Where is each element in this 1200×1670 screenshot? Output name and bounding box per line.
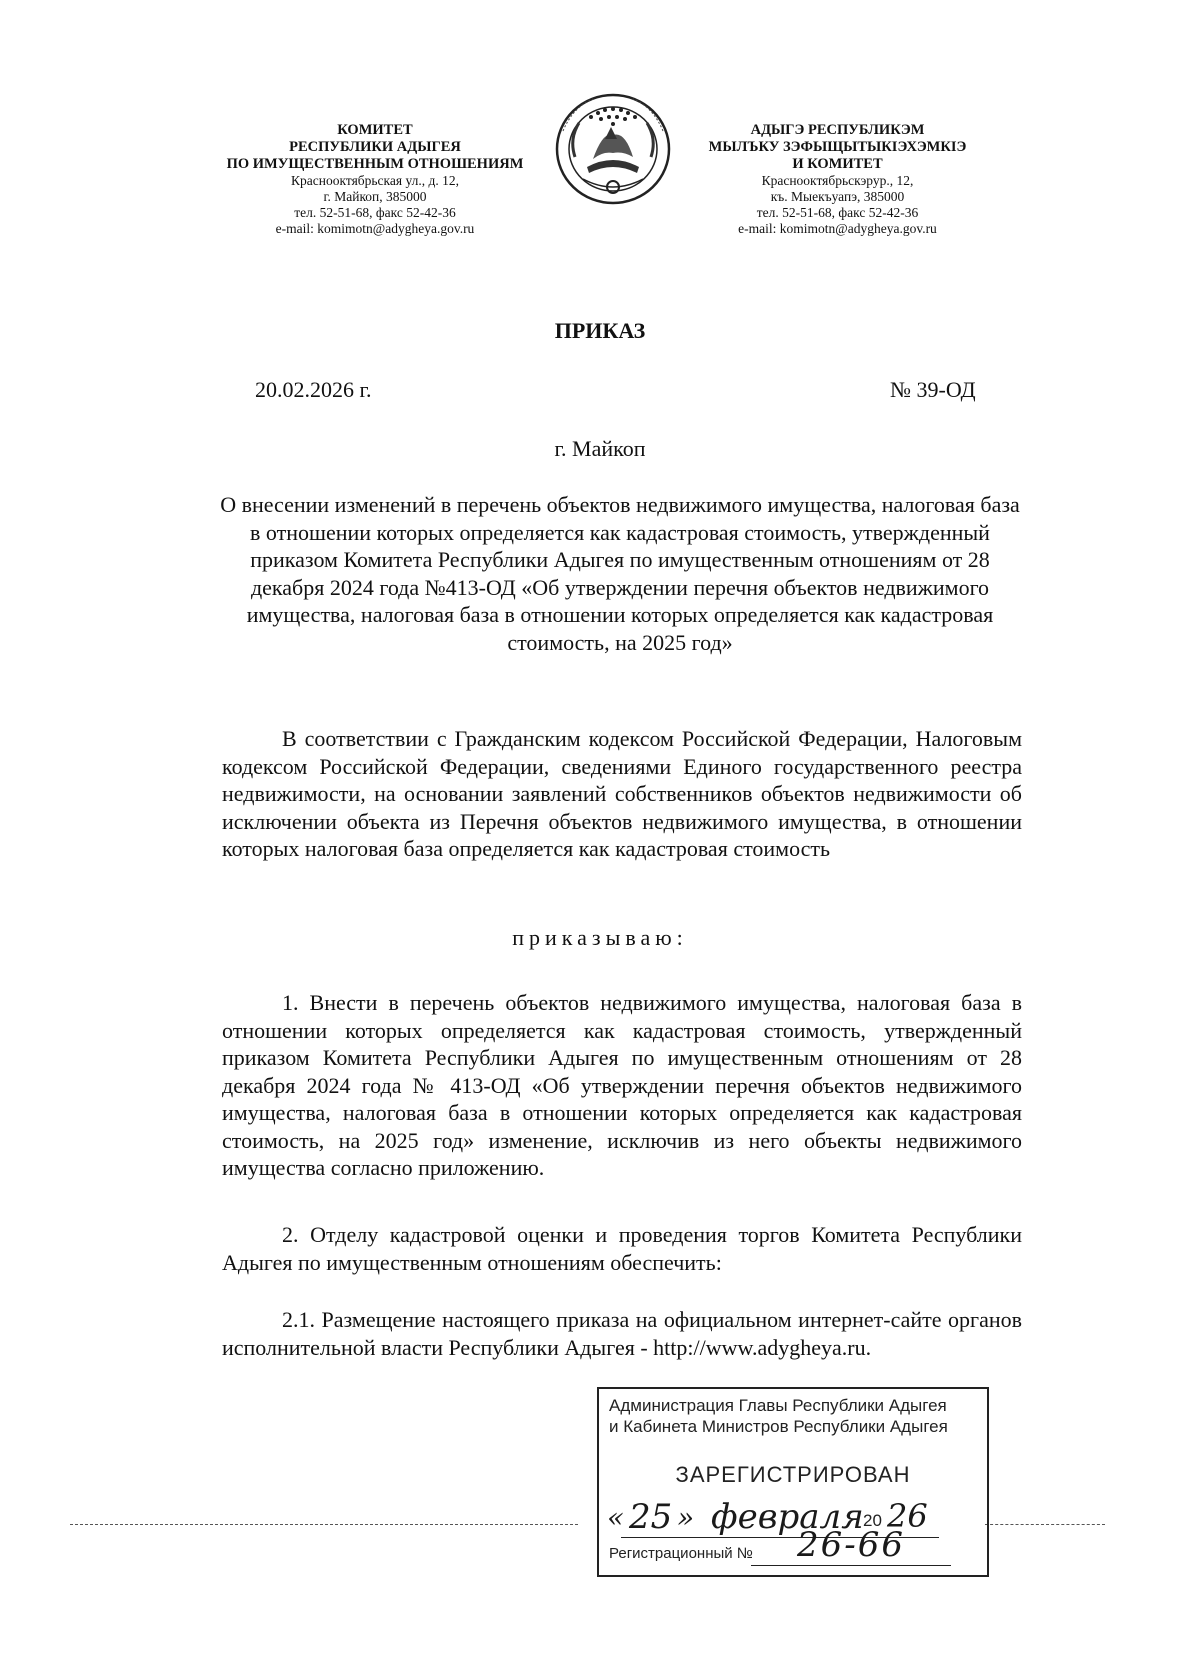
stamp-reg-number: 26-66 — [797, 1525, 906, 1565]
document-city: г. Майкоп — [554, 436, 646, 461]
stamp-year-suffix: 26 — [887, 1497, 928, 1535]
stamp-open-quote: « — [607, 1501, 625, 1534]
org-phone-adyghe: тел. 52-51-68, факс 52-42-36 — [756, 205, 919, 220]
org-address-line2: г. Майкоп, 385000 — [323, 189, 427, 204]
org-address-adyghe-line2: къ. Мыекъуапэ, 385000 — [770, 189, 905, 204]
page-separator-left — [70, 1524, 578, 1525]
stamp-day: 25 — [629, 1497, 673, 1537]
stamp-authority-line1: Администрация Главы Республики Адыгея — [609, 1396, 947, 1415]
org-email-adyghe: e-mail: komimotn@adygheya.gov.ru — [738, 221, 937, 236]
document-title: ПРИКАЗ — [554, 318, 646, 343]
org-phone: тел. 52-51-68, факс 52-42-36 — [294, 205, 456, 220]
stamp-close-quote: » — [677, 1501, 695, 1534]
org-email: e-mail: komimotn@adygheya.gov.ru — [275, 221, 475, 236]
stamp-month: февраля — [711, 1497, 864, 1537]
header-left — [190, 122, 560, 237]
document-subject: О внесении изменений в перечень объектов недвижимого имущества, налоговая база в отношении которых определяется как кадастровая стоимость, утвержденный приказом Комитета Республики Адыгея по имущественным отношениям от 28 декабря 2024 года №413-ОД «Об утверждении перечня объектов недвижимого имущества, налоговая база в отношении которых определяется как кадастровая стоимость, на 2025 год» — [220, 492, 1020, 655]
order-item-2-1: 2.1. Размещение настоящего приказа на официальном интернет-сайте органов исполнительной власти Республики Адыгея - http://www.adygheya.ru. — [222, 1307, 1022, 1360]
header-right — [670, 122, 1005, 237]
stamp-date-row — [607, 1497, 979, 1541]
org-address-line1: Краснооктябрьская ул., д. 12, — [291, 173, 459, 188]
org-name-adyghe-line3: И КОМИТЕТ — [792, 156, 883, 172]
document-date: 20.02.2026 г. — [255, 377, 372, 402]
stamp-year-prefix: 20 — [863, 1511, 882, 1530]
org-name-line1: КОМИТЕТ — [337, 122, 413, 138]
document-number: № 39-ОД — [890, 377, 976, 402]
stamp-reg-number-label: Регистрационный № — [609, 1545, 753, 1562]
preamble-paragraph: В соответствии с Гражданским кодексом Российской Федерации, Налоговым кодексом Российской Федерации, сведениями Единого государственного реестра недвижимости, на основании заявлений собственников объектов недвижимости об исключении объекта из Перечня объектов недвижимого имущества, в отношении которых налоговая база определяется как кадастровая стоимость — [222, 726, 1022, 861]
order-item-1: 1. Внести в перечень объектов недвижимого имущества, налоговая база в отношении которых определяется как кадастровая стоимость, утвержденный приказом Комитета Республики Адыгея по имущественным отношениям от 28 декабря 2024 года № 413-ОД «Об утверждении перечня объектов недвижимого имущества, налоговая база в отношении которых определяется как кадастровая стоимость, на 2025 год» изменение, исключив из него объекты недвижимого имущества согласно приложению. — [222, 990, 1022, 1180]
org-name-line2: РЕСПУБЛИКИ АДЫГЕЯ — [289, 139, 461, 155]
orders-heading: приказываю: — [512, 925, 688, 950]
stamp-reg-number-underline — [751, 1565, 951, 1566]
org-name-line3: ПО ИМУЩЕСТВЕННЫМ ОТНОШЕНИЯМ — [226, 156, 524, 172]
page-separator-right — [985, 1524, 1105, 1525]
coat-of-arms-icon — [553, 91, 673, 207]
org-name-adyghe-line2: МЫЛЪКУ ЗЭФЫЩЫТЫКIЭХЭМКIЭ — [708, 139, 967, 155]
stamp-registered-label: ЗАРЕГИСТРИРОВАН — [675, 1462, 911, 1487]
stamp-authority-line2: и Кабинета Министров Республики Адыгея — [609, 1417, 948, 1436]
org-address-adyghe-line1: Краснооктябрьскэрур., 12, — [761, 173, 914, 188]
org-name-adyghe-line1: АДЫГЭ РЕСПУБЛИКЭМ — [750, 122, 925, 138]
stamp-authority — [609, 1395, 948, 1437]
registration-stamp — [597, 1387, 989, 1577]
order-item-2: 2. Отделу кадастровой оценки и проведения торгов Комитета Республики Адыгея по имущественным отношениям обеспечить: — [222, 1222, 1022, 1275]
